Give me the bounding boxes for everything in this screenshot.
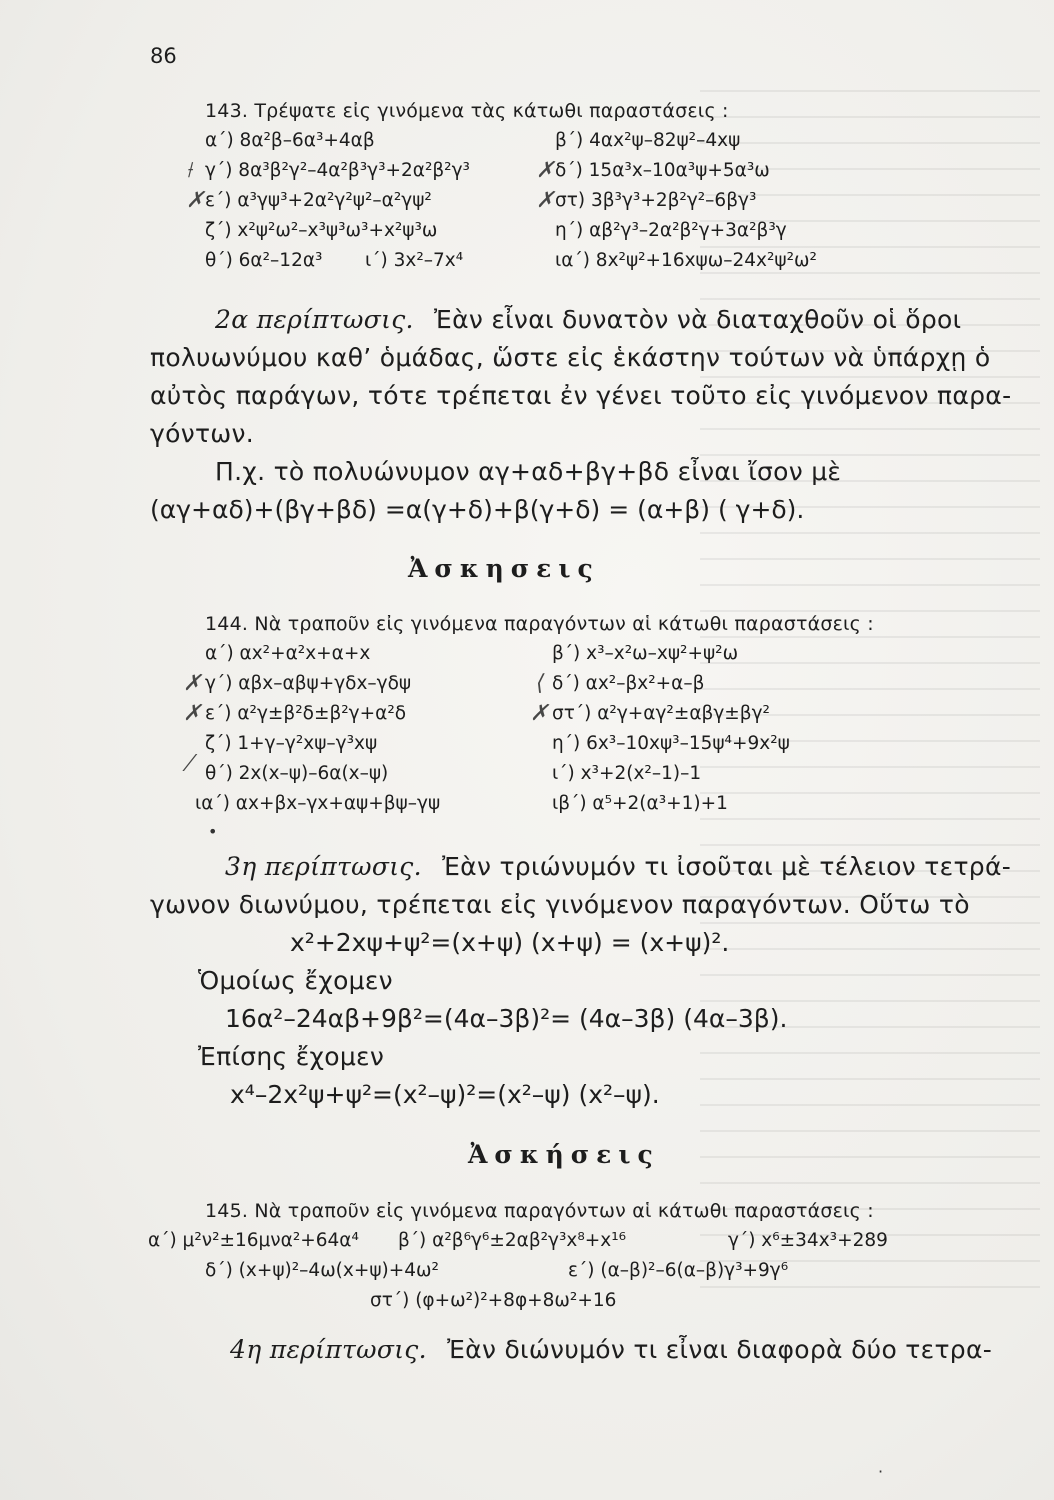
case2-example-line: Π.χ. τὸ πολυώνυμον αγ+αδ+βγ+βδ εἶναι ἴσον μὲ (215, 457, 842, 486)
exercises-heading-2: Ἀσκήσεις (468, 1140, 660, 1169)
ex144-item-b: β΄) x³–x²ω–xψ²+ψ²ω (552, 643, 739, 664)
case4-label: 4η περίπτωσις. (230, 1335, 427, 1364)
ex144-item-st: στ΄) α²γ+αγ²±αβγ±βγ² (552, 703, 770, 724)
ex144-item-ia: ια΄) αx+βx–γx+αψ+βψ–γψ (195, 793, 441, 814)
ex144-item-i: ι΄) x³+2(x²–1)–1 (552, 763, 702, 784)
case2-label: 2α περίπτωσις. (215, 305, 414, 334)
case3-formula-1: x²+2xψ+ψ²=(x+ψ) (x+ψ) = (x+ψ)². (290, 928, 730, 957)
ex143-item-z: ζ΄) x²ψ²ω²–x³ψ³ω³+x²ψ³ω (205, 220, 438, 241)
ex143-item-a: α΄) 8α²β–6α³+4αβ (205, 130, 375, 151)
ex143-item-st: στ) 3β³γ³+2β²γ²–6βγ³ (555, 190, 757, 211)
case3-formula-2: 16α²–24αβ+9β²=(4α–3β)²= (4α–3β) (4α–3β). (225, 1004, 788, 1033)
case3-text-2: γωνον διωνύμου, τρέπεται εἰς γινόμενον παραγόντων. Οὕτω τὸ (150, 890, 970, 919)
ex145-item-d: δ΄) (x+ψ)²–4ω(x+ψ)+4ω² (205, 1260, 439, 1281)
ex144-item-z: ζ΄) 1+γ–γ²xψ–γ³xψ (205, 733, 378, 754)
ex144-item-c: γ΄) αβx–αβψ+γδx–γδψ (205, 673, 412, 694)
case4-line (230, 1335, 992, 1364)
ex144-item-th: θ΄) 2x(x–ψ)–6α(x–ψ) (205, 763, 389, 784)
case4-text: Ἐὰν διώνυμόν τι εἶναι διαφορὰ δύο τετρα- (447, 1335, 993, 1364)
page-number: 86 (150, 44, 177, 68)
exercises-heading-1: Ἀσκησεις (408, 554, 600, 583)
stray-dot: · (878, 1462, 884, 1481)
ex145-item-a: α΄) μ²ν²±16μνα²+64α⁴ (148, 1230, 359, 1251)
ex144-item-ib: ιβ΄) α⁵+2(α³+1)+1 (552, 793, 728, 814)
pencil-mark-cross: ✗ (530, 701, 549, 726)
case3-label: 3η περίπτωσις. (225, 852, 422, 881)
ex143-item-i: ι΄) 3x²–7x⁴ (365, 250, 464, 271)
case2-text-1: Ἐὰν εἶναι δυνατὸν νὰ διαταχθοῦν οἱ ὅροι (434, 305, 962, 334)
ex143-item-c: γ΄) 8α³β²γ²–4α²β³γ³+2α²β²γ³ (205, 160, 470, 181)
pencil-mark-cross: ✗ (183, 701, 202, 726)
ex144-item-a: α΄) αx²+α²x+α+x (205, 643, 371, 664)
pencil-dot: • (208, 822, 218, 841)
pencil-mark-check: ⟊ (186, 158, 192, 183)
ex143-item-h: η΄) αβ²γ³–2α²β²γ+3α²β³γ (555, 220, 787, 241)
exercise-143-heading: 143. Τρέψατε εἰς γινόμενα τὰς κάτωθι παραστάσεις : (205, 100, 729, 122)
pencil-mark-cross: ✗ (536, 188, 555, 213)
case3-first-line (225, 852, 1011, 881)
case3-similarly: Ὁμοίως ἔχομεν (198, 966, 393, 995)
exercise-144-heading: 144. Νὰ τραποῦν εἰς γινόμενα παραγόντων αἱ κάτωθι παραστάσεις : (205, 613, 874, 635)
case3-also: Ἐπίσης ἔχομεν (198, 1042, 385, 1071)
pencil-mark-slash: ⁄ (188, 752, 192, 777)
case3-text-1: Ἐὰν τριώνυμόν τι ἰσοῦται μὲ τέλειον τετρά- (442, 852, 1012, 881)
pencil-mark-cross: ✗ (536, 158, 555, 183)
ex143-item-b: β΄) 4αx²ψ–82ψ²–4xψ (555, 130, 741, 151)
pencil-mark-cross: ✗ (186, 188, 205, 213)
case2-text-4: γόντων. (150, 419, 255, 448)
ex143-item-d: δ΄) 15α³x–10α³ψ+5α³ω (555, 160, 770, 181)
pencil-mark-check: ⟨ (536, 671, 545, 696)
ex145-item-e: ε΄) (α–β)²–6(α–β)γ³+9γ⁶ (568, 1260, 789, 1281)
case3-formula-3: x⁴–2x²ψ+ψ²=(x²–ψ)²=(x²–ψ) (x²–ψ). (230, 1080, 660, 1109)
ex143-item-e: ε΄) α³γψ³+2α²γ²ψ²–α²γψ² (205, 190, 432, 211)
case2-example-formula: (αγ+αδ)+(βγ+βδ) =α(γ+δ)+β(γ+δ) = (α+β) ( γ+δ). (150, 495, 805, 524)
pencil-mark-cross: ✗ (183, 671, 202, 696)
case2-text-2: πολυωνύμου καθ’ ὁμάδας, ὥστε εἰς ἑκάστην τούτων νὰ ὑπάρχῃ ὁ (150, 343, 991, 372)
ex144-item-d: δ΄) αx²–βx²+α–β (552, 673, 705, 694)
ex145-item-b: β΄) α²β⁶γ⁶±2αβ²γ³x⁸+x¹⁶ (398, 1230, 627, 1251)
ex145-item-st: στ΄) (φ+ω²)²+8φ+8ω²+16 (370, 1290, 617, 1311)
ex143-item-th: θ΄) 6α²–12α³ (205, 250, 323, 271)
ex144-item-h: η΄) 6x³–10xψ³–15ψ⁴+9x²ψ (552, 733, 790, 754)
ex144-item-e: ε΄) α²γ±β²δ±β²γ+α²δ (205, 703, 407, 724)
ex145-item-c: γ΄) x⁶±34x³+289 (728, 1230, 888, 1251)
ex143-item-ia: ια΄) 8x²ψ²+16xψω–24x²ψ²ω² (555, 250, 817, 271)
case2-text-3: αὐτὸς παράγων, τότε τρέπεται ἐν γένει τοῦτο εἰς γινόμενον παρα- (150, 381, 1012, 410)
exercise-145-heading: 145. Νὰ τραποῦν εἰς γινόμενα παραγόντων αἱ κάτωθι παραστάσεις : (205, 1200, 874, 1222)
case2-first-line (215, 305, 961, 334)
